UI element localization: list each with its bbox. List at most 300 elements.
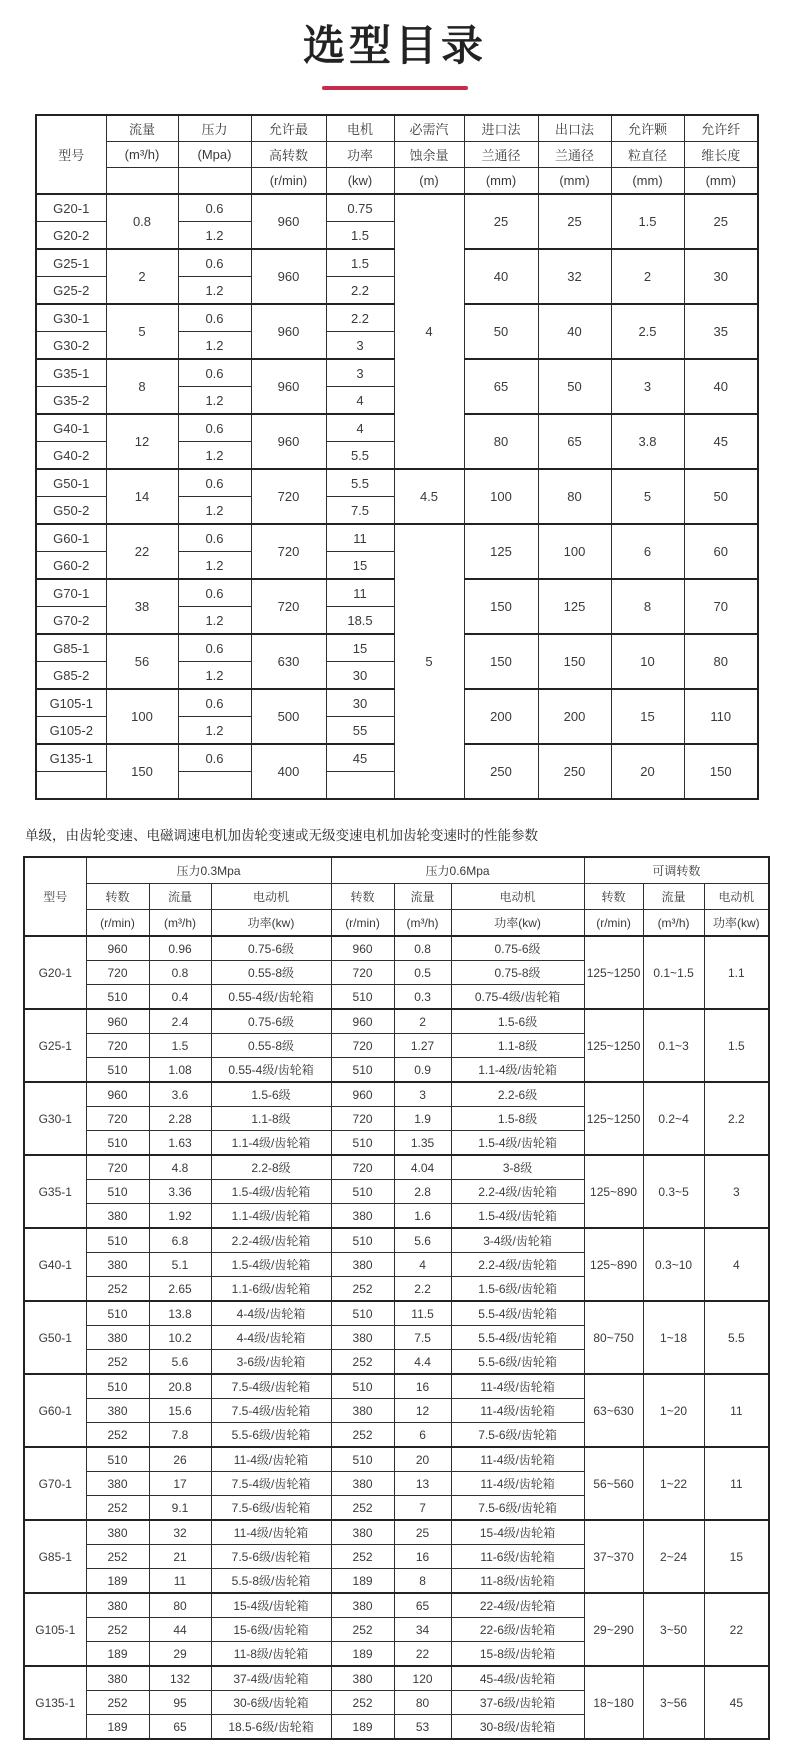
data-cell: 5.5 — [326, 469, 394, 497]
header-cell: (r/min) — [86, 910, 149, 937]
data-cell: 125 — [538, 579, 611, 634]
data-cell: G30-1 — [24, 1082, 86, 1155]
data-cell: 720 — [86, 1155, 149, 1180]
data-cell: 5.6 — [149, 1350, 211, 1375]
data-cell: 9.1 — [149, 1496, 211, 1521]
data-cell: 252 — [331, 1423, 394, 1448]
data-cell: 11 — [704, 1374, 769, 1447]
data-cell: G70-1 — [24, 1447, 86, 1520]
data-cell: 1.1-8级 — [211, 1107, 331, 1131]
data-cell: 125~1250 — [584, 1009, 643, 1082]
data-cell: 0.75-6级 — [211, 936, 331, 961]
data-cell: 1.5-4级/齿轮箱 — [211, 1253, 331, 1277]
data-cell: 0.8 — [149, 961, 211, 985]
data-cell: 3.36 — [149, 1180, 211, 1204]
data-cell: 15-4级/齿轮箱 — [451, 1520, 584, 1545]
data-cell: 150 — [538, 634, 611, 689]
data-cell: 5.1 — [149, 1253, 211, 1277]
data-cell: 252 — [86, 1691, 149, 1715]
header-cell: 功率 — [326, 142, 394, 168]
data-cell: 2.5 — [611, 304, 684, 359]
data-cell: 2.65 — [149, 1277, 211, 1302]
data-cell: 0.4 — [149, 985, 211, 1010]
data-cell: 1.2 — [178, 442, 251, 470]
data-cell: 1.5 — [704, 1009, 769, 1082]
data-cell: 1.1-4级/齿轮箱 — [211, 1131, 331, 1156]
data-cell: 56~560 — [584, 1447, 643, 1520]
data-cell: 100 — [464, 469, 538, 524]
data-cell: 960 — [251, 359, 326, 414]
data-cell: 960 — [331, 1082, 394, 1107]
data-cell: 1.5 — [149, 1034, 211, 1058]
header-cell: 流量 — [106, 115, 178, 142]
data-cell: 8 — [106, 359, 178, 414]
data-cell: 70 — [684, 579, 758, 634]
data-cell: 125~890 — [584, 1155, 643, 1228]
data-cell: 45 — [326, 744, 394, 772]
data-cell: G60-1 — [24, 1374, 86, 1447]
data-cell: 510 — [86, 1301, 149, 1326]
data-cell: 1~18 — [643, 1301, 704, 1374]
data-cell: 5.5-6级/齿轮箱 — [451, 1350, 584, 1375]
data-cell: 30 — [684, 249, 758, 304]
data-cell: 720 — [331, 1155, 394, 1180]
data-cell: 720 — [251, 579, 326, 634]
data-cell: 252 — [86, 1350, 149, 1375]
data-cell: 15 — [611, 689, 684, 744]
data-cell: 0.55-4级/齿轮箱 — [211, 985, 331, 1010]
data-cell: 15-4级/齿轮箱 — [211, 1593, 331, 1618]
table-row — [24, 1666, 769, 1691]
data-cell: G40-2 — [36, 442, 106, 470]
data-cell: 380 — [331, 1472, 394, 1496]
data-cell: 2.2-4级/齿轮箱 — [451, 1253, 584, 1277]
header-cell: (r/min) — [584, 910, 643, 937]
data-cell: 200 — [464, 689, 538, 744]
table-row — [24, 1009, 769, 1034]
data-cell: 380 — [86, 1204, 149, 1229]
data-cell: 252 — [331, 1545, 394, 1569]
header-row — [24, 910, 769, 937]
data-cell: 4 — [326, 414, 394, 442]
selection-table — [35, 114, 759, 800]
data-cell: 110 — [684, 689, 758, 744]
table-row — [24, 936, 769, 961]
data-cell: 95 — [149, 1691, 211, 1715]
data-cell: 37~370 — [584, 1520, 643, 1593]
data-cell: 0.75-6级 — [451, 936, 584, 961]
data-cell: 1.5-6级 — [211, 1082, 331, 1107]
data-cell: 0.1~1.5 — [643, 936, 704, 1009]
data-cell: 0.2~4 — [643, 1082, 704, 1155]
data-cell: 960 — [86, 1082, 149, 1107]
data-cell: G40-1 — [24, 1228, 86, 1301]
header-cell: 出口法 — [538, 115, 611, 142]
selection-table-head — [36, 115, 758, 194]
data-cell: 1.1-4级/齿轮箱 — [211, 1204, 331, 1229]
header-cell: 压力0.6Mpa — [331, 857, 584, 884]
header-cell: (m) — [394, 168, 464, 195]
data-cell: 0.3~10 — [643, 1228, 704, 1301]
data-cell: 510 — [86, 1228, 149, 1253]
data-cell: 29~290 — [584, 1593, 643, 1666]
data-cell: 500 — [251, 689, 326, 744]
data-cell: 29 — [149, 1642, 211, 1667]
data-cell: 4 — [704, 1228, 769, 1301]
data-cell: 11-4级/齿轮箱 — [451, 1374, 584, 1399]
table-row — [24, 1155, 769, 1180]
data-cell: 4-4级/齿轮箱 — [211, 1326, 331, 1350]
table-row — [24, 1447, 769, 1472]
data-cell: 5.5 — [326, 442, 394, 470]
data-cell: 0.6 — [178, 414, 251, 442]
data-cell: 11-4级/齿轮箱 — [451, 1472, 584, 1496]
data-cell: 7.5-4级/齿轮箱 — [211, 1374, 331, 1399]
header-cell: (m³/h) — [106, 142, 178, 168]
data-cell: 5.5-6级/齿轮箱 — [211, 1423, 331, 1448]
data-cell: 30-8级/齿轮箱 — [451, 1715, 584, 1740]
data-cell: 380 — [331, 1520, 394, 1545]
data-cell: 125~890 — [584, 1228, 643, 1301]
data-cell: 125 — [464, 524, 538, 579]
data-cell: 380 — [331, 1666, 394, 1691]
data-cell: 380 — [331, 1326, 394, 1350]
data-cell: 5.5-4级/齿轮箱 — [451, 1301, 584, 1326]
data-cell: G25-1 — [24, 1009, 86, 1082]
data-cell: 25 — [464, 194, 538, 249]
data-cell: 510 — [331, 1301, 394, 1326]
data-cell: 32 — [538, 249, 611, 304]
data-cell: 50 — [464, 304, 538, 359]
data-cell: 55 — [326, 717, 394, 745]
data-cell: 960 — [331, 1009, 394, 1034]
data-cell: 252 — [331, 1618, 394, 1642]
header-cell: 允许颗 — [611, 115, 684, 142]
data-cell: 1.2 — [178, 332, 251, 360]
data-cell: 11-4级/齿轮箱 — [451, 1447, 584, 1472]
data-cell: 15 — [326, 552, 394, 580]
data-cell: 1.5-4级/齿轮箱 — [451, 1204, 584, 1229]
data-cell: G50-2 — [36, 497, 106, 525]
header-row — [24, 884, 769, 910]
data-cell: 7.5-6级/齿轮箱 — [211, 1545, 331, 1569]
header-cell: (m³/h) — [643, 910, 704, 937]
table-row — [24, 1301, 769, 1326]
data-cell: 1.92 — [149, 1204, 211, 1229]
header-cell: 流量 — [394, 884, 451, 910]
data-cell: 1.27 — [394, 1034, 451, 1058]
header-row — [36, 115, 758, 142]
data-cell: 0.6 — [178, 634, 251, 662]
data-cell: 1.5-4级/齿轮箱 — [211, 1180, 331, 1204]
data-cell: 80 — [684, 634, 758, 689]
header-cell: 功率(kw) — [451, 910, 584, 937]
data-cell: 1.5 — [611, 194, 684, 249]
data-cell: 252 — [86, 1423, 149, 1448]
data-cell: 22-4级/齿轮箱 — [451, 1593, 584, 1618]
data-cell: 1.5-6级/齿轮箱 — [451, 1277, 584, 1302]
data-cell: 720 — [331, 961, 394, 985]
selection-table-body — [36, 194, 758, 799]
data-cell: 3-6级/齿轮箱 — [211, 1350, 331, 1375]
data-cell: 0.55-8级 — [211, 1034, 331, 1058]
data-cell: 0.75-8级 — [451, 961, 584, 985]
data-cell: 56 — [106, 634, 178, 689]
data-cell: 22 — [704, 1593, 769, 1666]
data-cell: 26 — [149, 1447, 211, 1472]
data-cell: 65 — [538, 414, 611, 469]
data-cell: 3~56 — [643, 1666, 704, 1739]
data-cell: 7.5 — [394, 1326, 451, 1350]
header-cell: (m³/h) — [394, 910, 451, 937]
data-cell: 250 — [538, 744, 611, 799]
data-cell: 45 — [684, 414, 758, 469]
data-cell: G85-1 — [24, 1520, 86, 1593]
data-cell: 10.2 — [149, 1326, 211, 1350]
data-cell: 80 — [464, 414, 538, 469]
data-cell: 0.6 — [178, 689, 251, 717]
data-cell: G20-1 — [24, 936, 86, 1009]
data-cell: 7.5-4级/齿轮箱 — [211, 1399, 331, 1423]
data-cell: 0.6 — [178, 579, 251, 607]
header-cell — [106, 168, 178, 195]
data-cell: 380 — [86, 1399, 149, 1423]
data-cell: 37-6级/齿轮箱 — [451, 1691, 584, 1715]
data-cell: 100 — [106, 689, 178, 744]
title-block — [0, 0, 790, 90]
data-cell: G85-1 — [36, 634, 106, 662]
data-cell: 720 — [331, 1034, 394, 1058]
header-row — [36, 168, 758, 195]
data-cell: 0.9 — [394, 1058, 451, 1083]
data-cell: 0.6 — [178, 304, 251, 332]
header-cell: 型号 — [24, 857, 86, 936]
data-cell: G70-1 — [36, 579, 106, 607]
data-cell: 7.5-6级/齿轮箱 — [451, 1423, 584, 1448]
data-cell: 150 — [684, 744, 758, 799]
data-cell: G105-1 — [24, 1593, 86, 1666]
data-cell: 10 — [611, 634, 684, 689]
data-cell: 2.2-4级/齿轮箱 — [451, 1180, 584, 1204]
data-cell: 125~1250 — [584, 1082, 643, 1155]
data-cell: 45-4级/齿轮箱 — [451, 1666, 584, 1691]
data-cell: 960 — [251, 304, 326, 359]
data-cell: G85-2 — [36, 662, 106, 690]
data-cell: 5.5 — [704, 1301, 769, 1374]
data-cell: 1.2 — [178, 277, 251, 305]
data-cell: 1.2 — [178, 662, 251, 690]
data-cell: 510 — [86, 1447, 149, 1472]
data-cell: 15 — [704, 1520, 769, 1593]
data-cell: 6 — [611, 524, 684, 579]
data-cell: 15.6 — [149, 1399, 211, 1423]
data-cell: 510 — [331, 1374, 394, 1399]
data-cell: 252 — [331, 1691, 394, 1715]
data-cell: 11-4级/齿轮箱 — [451, 1399, 584, 1423]
header-cell: 功率(kw) — [211, 910, 331, 937]
data-cell: 0.55-4级/齿轮箱 — [211, 1058, 331, 1083]
data-cell: 5.5-4级/齿轮箱 — [451, 1326, 584, 1350]
header-cell: 压力 — [178, 115, 251, 142]
data-cell: 4.4 — [394, 1350, 451, 1375]
data-cell: 380 — [86, 1666, 149, 1691]
header-cell: 电机 — [326, 115, 394, 142]
data-cell: G35-1 — [24, 1155, 86, 1228]
data-cell: 720 — [86, 961, 149, 985]
data-cell: G135-1 — [24, 1666, 86, 1739]
data-cell: 1.5 — [326, 222, 394, 250]
data-cell: 380 — [86, 1472, 149, 1496]
header-cell: 压力0.3Mpa — [86, 857, 331, 884]
data-cell: 510 — [86, 1180, 149, 1204]
data-cell: 0.3 — [394, 985, 451, 1010]
data-cell: 189 — [86, 1642, 149, 1667]
data-cell: 50 — [538, 359, 611, 414]
data-cell: 400 — [251, 744, 326, 799]
data-cell: 0.5 — [394, 961, 451, 985]
header-cell: (m³/h) — [149, 910, 211, 937]
data-cell: 12 — [106, 414, 178, 469]
data-cell: 2.2 — [394, 1277, 451, 1302]
data-cell: 1.5-6级 — [451, 1009, 584, 1034]
data-cell: 11 — [326, 524, 394, 552]
data-cell: 252 — [331, 1496, 394, 1521]
data-cell: 630 — [251, 634, 326, 689]
data-cell: 1.2 — [178, 222, 251, 250]
data-cell: 189 — [331, 1642, 394, 1667]
data-cell: 4.8 — [149, 1155, 211, 1180]
data-cell: 1.5-4级/齿轮箱 — [451, 1131, 584, 1156]
data-cell: 35 — [684, 304, 758, 359]
data-cell: 11-8级/齿轮箱 — [451, 1569, 584, 1594]
data-cell: G70-2 — [36, 607, 106, 635]
data-cell: 4-4级/齿轮箱 — [211, 1301, 331, 1326]
data-cell: 2.2 — [704, 1082, 769, 1155]
data-cell: 720 — [331, 1107, 394, 1131]
data-cell: 21 — [149, 1545, 211, 1569]
data-cell: G60-1 — [36, 524, 106, 552]
data-cell: 1.35 — [394, 1131, 451, 1156]
data-cell: 6 — [394, 1423, 451, 1448]
data-cell: 80 — [394, 1691, 451, 1715]
data-cell: 16 — [394, 1545, 451, 1569]
data-cell: G105-1 — [36, 689, 106, 717]
data-cell: 1.1-4级/齿轮箱 — [451, 1058, 584, 1083]
header-cell: (mm) — [538, 168, 611, 195]
data-cell: 15-8级/齿轮箱 — [451, 1642, 584, 1667]
data-cell: 380 — [86, 1326, 149, 1350]
data-cell: 63~630 — [584, 1374, 643, 1447]
data-cell: 2 — [611, 249, 684, 304]
data-cell: 8 — [394, 1569, 451, 1594]
data-cell: 7.5-6级/齿轮箱 — [451, 1496, 584, 1521]
data-cell — [36, 772, 106, 800]
data-cell: 2.2 — [326, 304, 394, 332]
data-cell: 132 — [149, 1666, 211, 1691]
data-cell: 150 — [464, 579, 538, 634]
data-cell: 510 — [86, 1374, 149, 1399]
header-cell — [178, 168, 251, 195]
table-row — [24, 1593, 769, 1618]
data-cell: 252 — [86, 1496, 149, 1521]
data-cell: 1~22 — [643, 1447, 704, 1520]
header-cell: 高转数 — [251, 142, 326, 168]
data-cell: 1.63 — [149, 1131, 211, 1156]
data-cell: 16 — [394, 1374, 451, 1399]
data-cell: 40 — [538, 304, 611, 359]
data-cell: 18.5-6级/齿轮箱 — [211, 1715, 331, 1740]
data-cell: 252 — [331, 1350, 394, 1375]
table-row — [24, 1082, 769, 1107]
data-cell: 2 — [106, 249, 178, 304]
data-cell: 252 — [86, 1545, 149, 1569]
data-cell: 0.6 — [178, 524, 251, 552]
data-cell: 7.5-6级/齿轮箱 — [211, 1496, 331, 1521]
data-cell: 0.3~5 — [643, 1155, 704, 1228]
header-cell: 电动机 — [451, 884, 584, 910]
data-cell: 0.75-4级/齿轮箱 — [451, 985, 584, 1010]
data-cell: G135-1 — [36, 744, 106, 772]
data-cell: 11-4级/齿轮箱 — [211, 1447, 331, 1472]
data-cell: 100 — [538, 524, 611, 579]
data-cell: 960 — [251, 249, 326, 304]
table-row — [36, 469, 758, 497]
data-cell: 0.75 — [326, 194, 394, 222]
page-title: 选型目录 — [302, 22, 487, 69]
data-cell: 3 — [326, 359, 394, 387]
data-cell: G105-2 — [36, 717, 106, 745]
data-cell: G35-1 — [36, 359, 106, 387]
performance-table-body — [24, 936, 769, 1739]
data-cell: 510 — [331, 1058, 394, 1083]
data-cell: 510 — [331, 1447, 394, 1472]
data-cell: 380 — [86, 1520, 149, 1545]
data-cell: G50-1 — [36, 469, 106, 497]
data-cell: 510 — [331, 985, 394, 1010]
data-cell: 20 — [394, 1447, 451, 1472]
data-cell: G60-2 — [36, 552, 106, 580]
header-cell: 进口法 — [464, 115, 538, 142]
data-cell: 0.75-6级 — [211, 1009, 331, 1034]
data-cell: 7.5 — [326, 497, 394, 525]
data-cell: 2.2 — [326, 277, 394, 305]
data-cell: 960 — [86, 1009, 149, 1034]
data-cell — [178, 772, 251, 800]
header-cell: 必需汽 — [394, 115, 464, 142]
data-cell: 11-6级/齿轮箱 — [451, 1545, 584, 1569]
data-cell: 380 — [86, 1253, 149, 1277]
header-cell: 流量 — [643, 884, 704, 910]
header-cell: (mm) — [464, 168, 538, 195]
data-cell: 1~20 — [643, 1374, 704, 1447]
header-cell: 可调转数 — [584, 857, 769, 884]
data-cell: 11-4级/齿轮箱 — [211, 1520, 331, 1545]
data-cell: 1.1-8级 — [451, 1034, 584, 1058]
header-cell: (r/min) — [331, 910, 394, 937]
data-cell: 15 — [326, 634, 394, 662]
performance-table — [23, 856, 770, 1740]
performance-table-head — [24, 857, 769, 936]
data-cell: 380 — [86, 1593, 149, 1618]
data-cell: 7.5-4级/齿轮箱 — [211, 1472, 331, 1496]
data-cell: G30-1 — [36, 304, 106, 332]
data-cell: 20 — [611, 744, 684, 799]
data-cell: G25-1 — [36, 249, 106, 277]
header-cell: 流量 — [149, 884, 211, 910]
header-cell: 允许纤 — [684, 115, 758, 142]
header-cell: 功率(kw) — [704, 910, 769, 937]
data-cell: 40 — [464, 249, 538, 304]
